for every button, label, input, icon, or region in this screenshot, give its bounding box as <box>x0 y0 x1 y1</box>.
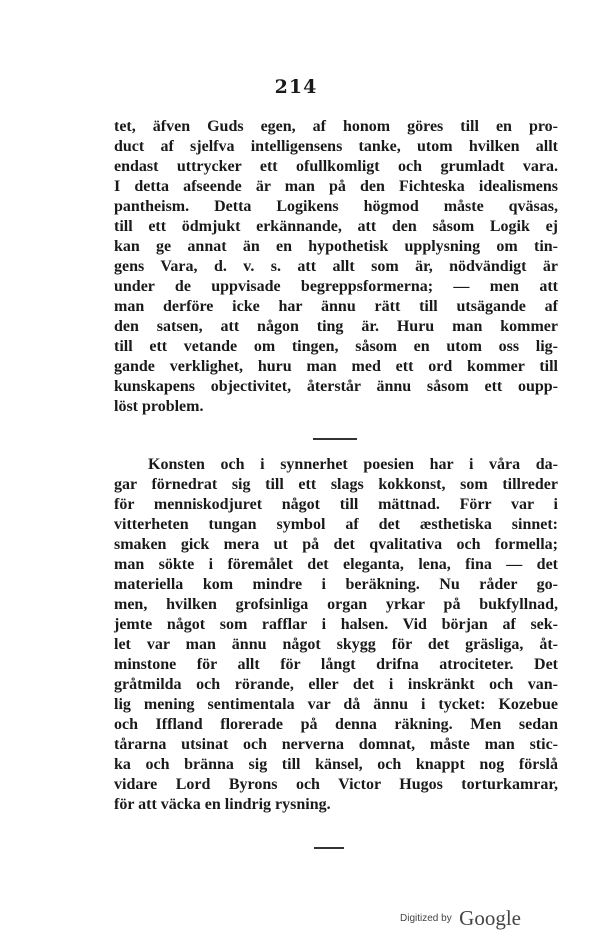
text-line: man sökte i föremålet det eleganta, lena, fina — det <box>114 556 558 573</box>
text-line: kan ge annat än en hypothetisk upplysning om tin- <box>114 238 558 255</box>
page-number: 214 <box>274 76 318 98</box>
text-line: minstone för allt för långt drifna atrociteter. Det <box>114 656 558 673</box>
text-line: lig mening sentimentala var då ännu i tycket: Kozebue <box>114 696 558 713</box>
section-divider <box>314 847 344 849</box>
google-logo: Google <box>459 906 521 930</box>
text-line: gråtmilda och rörande, eller det i inskränkt och van- <box>114 676 558 693</box>
text-line: man derföre icke har ännu rätt till utsägande af <box>114 298 558 315</box>
text-line: för att väcka en lindrig rysning. <box>114 796 331 813</box>
text-line: I detta afseende är man på den Fichteska idealismens <box>114 178 558 195</box>
text-line: vitterheten tungan symbol af det æsthetiska sinnet: <box>114 516 558 533</box>
text-line: endast uttrycker ett ofullkomligt och grumladt vara. <box>114 158 558 175</box>
paragraph-2 <box>114 455 558 815</box>
text-line: löst problem. <box>114 398 204 415</box>
text-line: Konsten och i synnerhet poesien har i våra da- <box>148 456 558 473</box>
text-line: pantheism. Detta Logikens högmod måste qväsas, <box>114 198 558 215</box>
text-line: till ett vetande om tingen, såsom en utom oss lig- <box>114 338 558 355</box>
text-line: ka och bränna sig till känsel, och knappt nog förslå <box>114 756 558 773</box>
text-line: men, hvilken grofsinliga organ yrkar på bukfyllnad, <box>114 596 558 613</box>
text-line: smaken gick mera ut på det qvalitativa och formella; <box>114 536 558 553</box>
text-line: och Iffland florerade på denna räkning. Men sedan <box>114 716 558 733</box>
watermark-prefix: Digitized by <box>400 913 452 924</box>
text-line: let var man ännu något skygg för det gräsliga, åt- <box>114 636 558 653</box>
text-line: till ett ödmjukt erkännande, att den såsom Logik ej <box>114 218 558 235</box>
text-line: den satsen, att någon ting är. Huru man kommer <box>114 318 558 335</box>
text-line: gens Vara, d. v. s. att allt som är, nödvändigt är <box>114 258 558 275</box>
text-line: vidare Lord Byrons och Victor Hugos torturkamrar, <box>114 776 558 793</box>
text-line: gar förnedrat sig till ett slags kokkonst, som tillreder <box>114 476 558 493</box>
text-line: tet, äfven Guds egen, af honom göres till en pro- <box>114 118 558 135</box>
text-line: gande verklighet, huru man med ett ord kommer till <box>114 358 558 375</box>
digitized-by-google-watermark <box>400 906 521 931</box>
text-line: kunskapens objectivitet, återstår ännu såsom ett oupp- <box>114 378 558 395</box>
paragraph-1 <box>114 117 558 417</box>
text-line: för menniskodjuret något till mättnad. Förr var i <box>114 496 558 513</box>
text-line: materiella kom mindre i beräkning. Nu råder go- <box>114 576 558 593</box>
text-line: duct af sjelfva intelligensens tanke, utom hvilken allt <box>114 138 558 155</box>
text-line: jemte något som rafflar i halsen. Vid början af sek- <box>114 616 558 633</box>
text-line: under de uppvisade begreppsformerna; — men att <box>114 278 558 295</box>
section-divider <box>313 438 357 440</box>
text-line: tårarna utsinat och nerverna domnat, måste man stic- <box>114 736 558 753</box>
